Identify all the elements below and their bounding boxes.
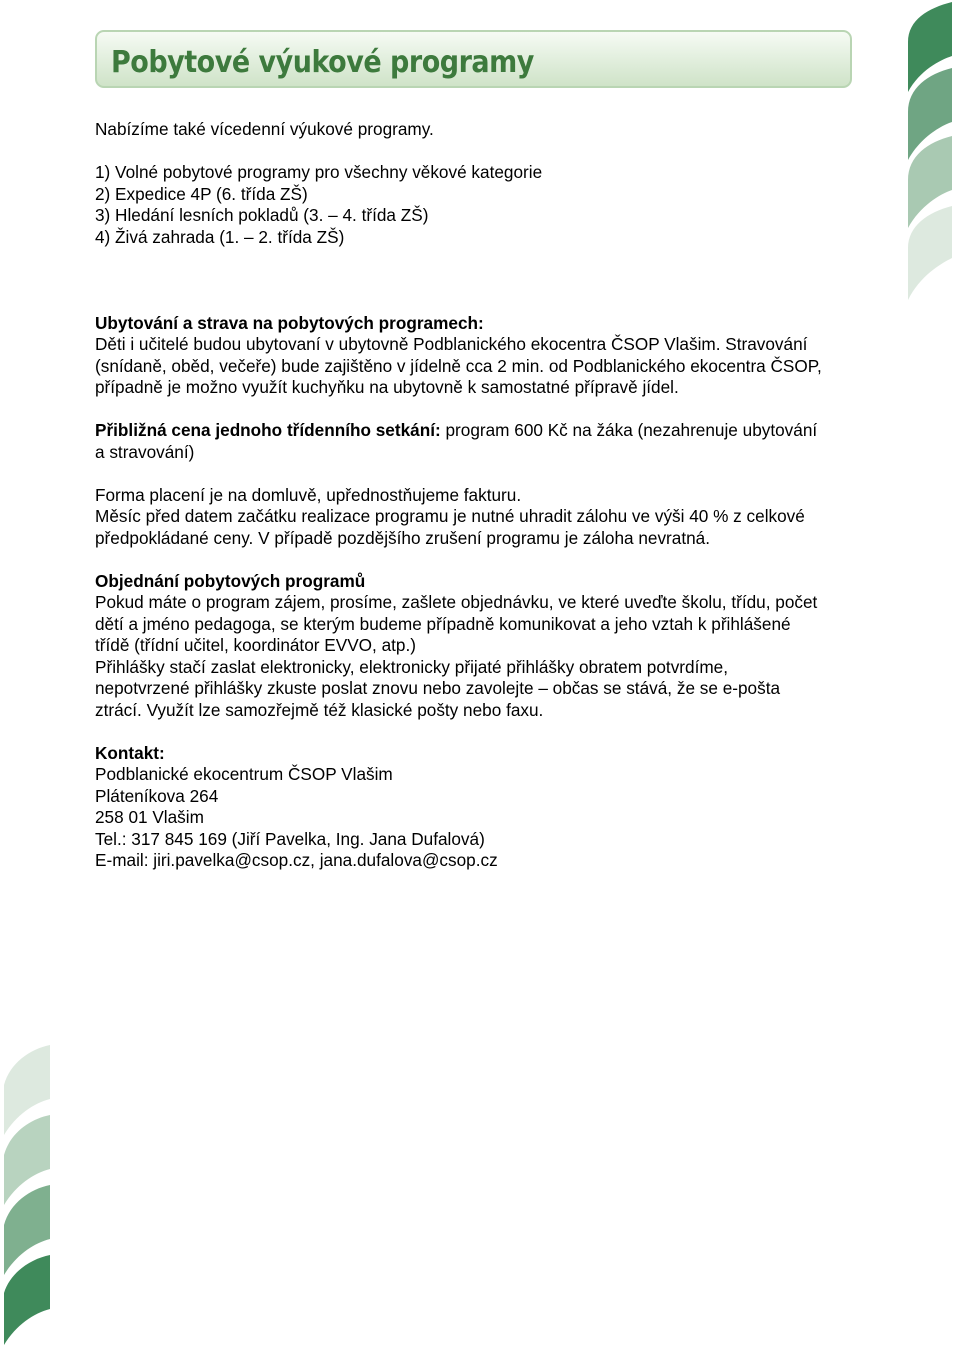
- order-line: ztrácí. Využít lze samozřejmě též klasické pošty nebo faxu.: [95, 699, 544, 720]
- price-text-continued: a stravování): [95, 441, 195, 462]
- title-banner: [95, 30, 852, 88]
- order-line: třídě (třídní učitel, koordinátor EVVO, atp.): [95, 635, 416, 655]
- program-item: 2) Expedice 4P (6. třída ZŠ): [95, 183, 308, 204]
- contact-phone: Tel.: 317 845 169 (Jiří Pavelka, Ing. Jana Dufalová): [95, 828, 485, 849]
- contact-section: [95, 743, 895, 872]
- page-title: Pobytové výukové programy: [111, 45, 534, 80]
- accommodation-heading: Ubytování a strava na pobytových programech:: [95, 312, 484, 333]
- accommodation-line: případně je možno využít kuchyňku na ubytovně k samostatné přípravě jídel.: [95, 377, 679, 397]
- program-list: [95, 162, 895, 248]
- price-label: Přibližná cena jednoho třídenního setkání:: [95, 420, 441, 440]
- program-item: 3) Hledání lesních pokladů (3. – 4. třída ZŠ): [95, 205, 429, 225]
- intro-text: Nabízíme také vícedenní výukové programy.: [95, 119, 434, 139]
- payment-line: Forma placení je na domluvě, upřednostňujeme fakturu.: [95, 484, 522, 505]
- program-item: 1) Volné pobytové programy pro všechny věkové kategorie: [95, 162, 543, 182]
- order-heading: Objednání pobytových programů: [95, 570, 366, 591]
- accommodation-line: Děti i učitelé budou ubytovaní v ubytovně Podblanického ekocentra ČSOP Vlašim. Stravování: [95, 334, 808, 354]
- order-line: dětí a jméno pedagoga, se kterým budeme případně komunikovat a jeho vztah k přihlášené: [95, 613, 791, 634]
- payment-line: Měsíc před datem začátku realizace programu je nutné uhradit zálohu ve výši 40 % z celkové: [95, 506, 805, 526]
- contact-street: Pláteníkova 264: [95, 785, 219, 806]
- contact-heading: Kontakt:: [95, 742, 165, 763]
- leaf-stripes-top-right: [900, 0, 960, 310]
- order-line: Pokud máte o program zájem, prosíme, zašlete objednávku, ve které uveďte školu, třídu, počet: [95, 592, 818, 612]
- order-section: [95, 571, 895, 722]
- accommodation-section: [95, 313, 895, 399]
- leaf-stripes-bottom-left: [0, 1035, 60, 1345]
- contact-organization: Podblanické ekocentrum ČSOP Vlašim: [95, 764, 393, 784]
- price-section: [95, 420, 895, 463]
- program-item: 4) Živá zahrada (1. – 2. třída ZŠ): [95, 226, 345, 247]
- price-text: program 600 Kč na žáka (nezahrenuje ubytování: [440, 420, 818, 440]
- payment-section: [95, 485, 895, 550]
- order-line: Přihlášky stačí zaslat elektronicky, elektronicky přijaté přihlášky obratem potvrdíme,: [95, 656, 728, 677]
- order-line: nepotvrzené přihlášky zkuste poslat znovu nebo zavolejte – občas se stává, že se e-pošta: [95, 678, 781, 698]
- contact-email: E-mail: jiri.pavelka@csop.cz, jana.dufalova@csop.cz: [95, 850, 498, 870]
- accommodation-line: (snídaně, oběd, večeře) bude zajištěno v jídelně cca 2 min. od Podblanického ekocentra ČSOP,: [95, 355, 822, 376]
- payment-line: předpokládané ceny. V případě pozdějšího zrušení programu je záloha nevratná.: [95, 527, 711, 548]
- contact-city: 258 01 Vlašim: [95, 807, 204, 827]
- document-body: [95, 119, 895, 872]
